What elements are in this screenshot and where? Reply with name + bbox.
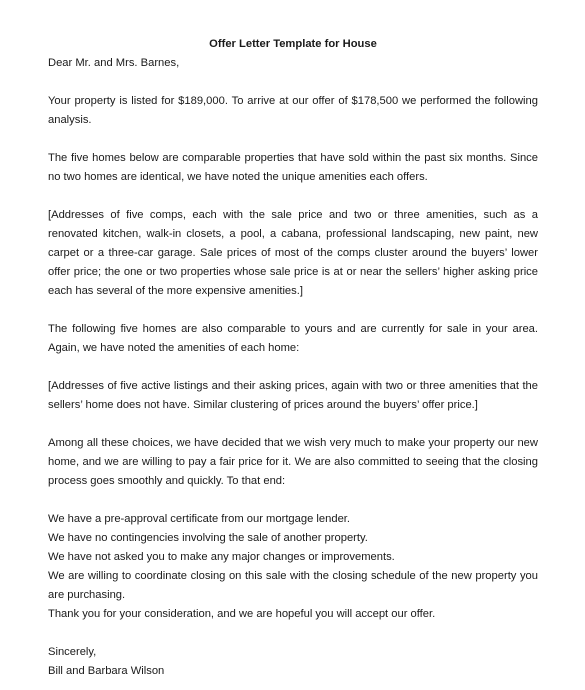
paragraph-active-listings-details: [Addresses of five active listings and their asking prices, again with two or three amenities that the sellers’ home does not have. Similar clustering of prices around the buyers’ offer price.] bbox=[48, 380, 538, 411]
list-item-no-contingencies: We have no contingencies involving the sale of another property. bbox=[48, 532, 368, 544]
signature: Bill and Barbara Wilson bbox=[48, 665, 165, 677]
list-item-coordinate-closing: We are willing to coordinate closing on this sale with the closing schedule of the new property you are purchasing. bbox=[48, 570, 538, 601]
list-item-preapproval: We have a pre-approval certificate from our mortgage lender. bbox=[48, 513, 351, 525]
paragraph-sold-comps-details: [Addresses of five comps, each with the sale price and two or three amenities, such as a renovated kitchen, walk-in closets, a pool, a cabana, professional landscaping, new paint, new carpet or a three-car garage. Sale prices of most of the comps cluster around the buyers’ lower offer price; the one or two properties whose sale price is at or near the sellers’ higher asking price each has several of the more expensive amenities.] bbox=[48, 209, 538, 297]
closing-line: Sincerely, bbox=[48, 646, 97, 658]
paragraph-offer-commitment: Among all these choices, we have decided that we wish very much to make your property our new home, and we are willing to pay a fair price for it. We are also committed to seeing that the closing process goes smoothly and quickly. To that end: bbox=[48, 437, 538, 487]
paragraph-sold-comps-intro: The five homes below are comparable properties that have sold within the past six months. Since no two homes are identical, we have noted the unique amenities each offers. bbox=[48, 152, 538, 183]
list-item-thank-you: Thank you for your consideration, and we are hopeful you will accept our offer. bbox=[48, 608, 436, 620]
paragraph-price-analysis: Your property is listed for $189,000. To arrive at our offer of $178,500 we performed the following analysis. bbox=[48, 95, 538, 126]
salutation: Dear Mr. and Mrs. Barnes, bbox=[48, 57, 180, 69]
document-title: Offer Letter Template for House bbox=[209, 38, 377, 50]
paragraph-active-listings-intro: The following five homes are also comparable to yours and are currently for sale in your area. Again, we have noted the amenities of each home: bbox=[48, 323, 538, 354]
commitments-list bbox=[48, 510, 538, 624]
letter-page bbox=[48, 35, 538, 681]
list-item-no-changes: We have not asked you to make any major changes or improvements. bbox=[48, 551, 395, 563]
